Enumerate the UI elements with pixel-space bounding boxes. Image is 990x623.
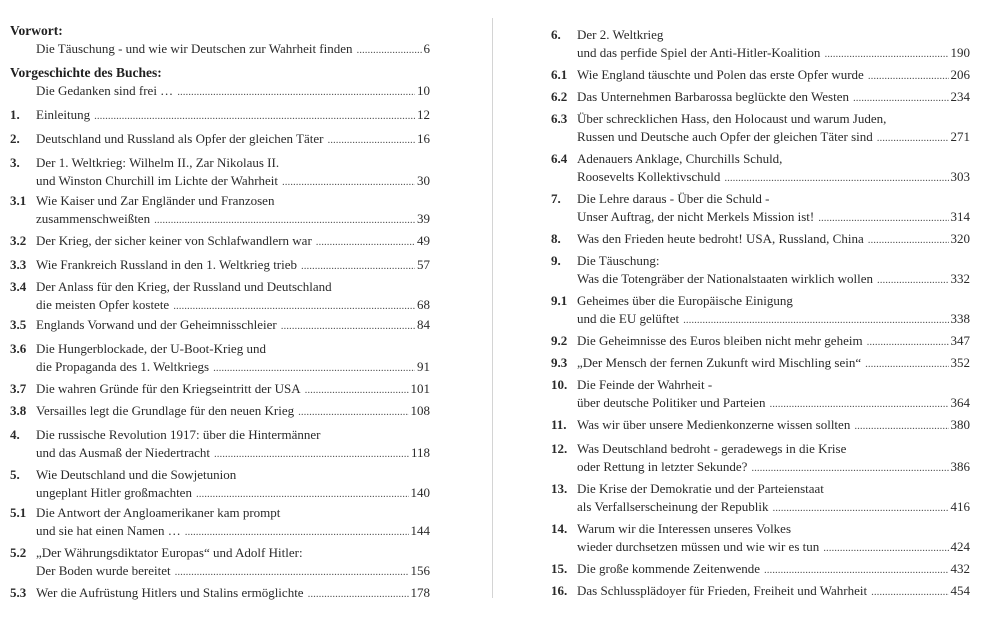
chapter-title-line: Die Lehre daraus - Über die Schuld -: [577, 191, 770, 206]
chapter-number: 3.6: [10, 341, 27, 356]
chapter-title-line: und Winston Churchill im Lichte der Wahrheit: [36, 173, 279, 188]
chapter-title-line: Roosevelts Kollektivschuld: [577, 169, 721, 184]
chapter-number: 9.: [551, 253, 561, 268]
page-number: 206: [950, 67, 970, 82]
section-subtitle: Die Täuschung - und wie wir Deutschen zur Wahrheit finden: [36, 41, 353, 56]
chapter-title-line: „Der Mensch der fernen Zukunft wird Mischling sein“: [577, 355, 862, 370]
page-number: 118: [410, 445, 430, 460]
page-number: 386: [950, 459, 970, 474]
chapter-number: 3.3: [10, 257, 27, 272]
dot-leader: [94, 107, 415, 125]
chapter-number: 9.3: [551, 355, 568, 370]
toc-entry: [10, 584, 430, 602]
page-number: 68: [417, 297, 430, 312]
section-subtitle: Die Gedanken sind frei …: [36, 83, 174, 98]
front-matter-section: [10, 64, 430, 100]
toc-entry: [10, 278, 430, 314]
dot-leader: [316, 233, 415, 251]
chapter-title-line: Die Geheimnisse des Euros bleiben nicht mehr geheim: [577, 333, 863, 348]
chapter-number: 3.7: [10, 381, 27, 396]
section-heading: Vorwort:: [10, 23, 63, 38]
page-number: 156: [410, 563, 430, 578]
chapter-number: 4.: [10, 427, 20, 442]
dot-leader: [854, 417, 948, 435]
page-number: 101: [410, 381, 430, 396]
toc-entry: [10, 340, 430, 376]
chapter-number: 3.2: [10, 233, 27, 248]
dot-leader: [213, 359, 415, 377]
page-number: 352: [950, 355, 970, 370]
dot-leader: [824, 45, 948, 63]
chapter-number: 3.: [10, 155, 20, 170]
chapter-title-line: Warum wir die Interessen unseres Volkes: [577, 521, 792, 536]
dot-leader: [868, 67, 949, 85]
toc-entry: [551, 480, 970, 516]
chapter-title-line: Die wahren Gründe für den Kriegseintritt der USA: [36, 381, 301, 396]
dot-leader: [764, 561, 948, 579]
chapter-number: 5.3: [10, 585, 27, 600]
page-number: 234: [950, 89, 970, 104]
dot-leader: [173, 297, 415, 315]
toc-entry: [551, 376, 970, 412]
page-number: 178: [410, 585, 430, 600]
page-number: 84: [417, 317, 430, 332]
page-number: 16: [417, 131, 430, 146]
chapter-number: 1.: [10, 107, 20, 122]
chapter-title-line: Die Feinde der Wahrheit -: [577, 377, 713, 392]
toc-entry: [551, 582, 970, 600]
toc-entry: [551, 190, 970, 226]
toc-entry: [10, 466, 430, 502]
dot-leader: [769, 395, 948, 413]
page-number: 432: [950, 561, 970, 576]
dot-leader: [357, 41, 422, 59]
page-number: 347: [950, 333, 970, 348]
chapter-number: 8.: [551, 231, 561, 246]
chapter-number: 12.: [551, 441, 568, 456]
chapter-title-line: die meisten Opfer kostete: [36, 297, 170, 312]
toc-entry: [551, 66, 970, 84]
dot-leader: [823, 539, 948, 557]
chapter-title-line: Wie Kaiser und Zar Engländer und Franzosen: [36, 193, 275, 208]
dot-leader: [751, 459, 948, 477]
chapter-number: 13.: [551, 481, 568, 496]
chapter-title-line: die Propaganda des 1. Weltkriegs: [36, 359, 210, 374]
page-number: 416: [950, 499, 970, 514]
dot-leader: [298, 403, 408, 421]
chapter-title-line: Der Krieg, der sicher keiner von Schlafwandlern war: [36, 233, 312, 248]
chapter-title-line: oder Rettung in letzter Sekunde?: [577, 459, 748, 474]
chapter-title-line: Geheimes über die Europäische Einigung: [577, 293, 793, 308]
dot-leader: [867, 333, 949, 351]
toc-entry: [10, 504, 430, 540]
dot-leader: [865, 355, 948, 373]
page-number: 49: [417, 233, 430, 248]
dot-leader: [196, 485, 409, 503]
chapter-number: 3.8: [10, 403, 27, 418]
front-matter-section: [10, 22, 430, 58]
chapter-title-line: und das perfide Spiel der Anti-Hitler-Koalition: [577, 45, 821, 60]
toc-entry: [551, 332, 970, 350]
dot-leader: [154, 211, 415, 229]
toc-entry: [551, 560, 970, 578]
page-number: 424: [950, 539, 970, 554]
chapter-title-line: Die Krise der Demokratie und der Parteienstaat: [577, 481, 824, 496]
chapter-title-line: Was wir über unsere Medienkonzerne wissen sollten: [577, 417, 851, 432]
chapter-title-line: und das Ausmaß der Niedertracht: [36, 445, 211, 460]
chapter-title-line: Der 1. Weltkrieg: Wilhelm II., Zar Nikolaus II.: [36, 155, 280, 170]
toc-entry: [10, 192, 430, 228]
toc-entry: [10, 402, 430, 420]
chapter-number: 3.1: [10, 193, 27, 208]
chapter-title-line: Die russische Revolution 1917: über die Hintermänner: [36, 427, 321, 442]
chapter-title-line: Die Hungerblockade, der U-Boot-Krieg und: [36, 341, 266, 356]
dot-leader: [853, 89, 949, 107]
chapter-number: 2.: [10, 131, 20, 146]
toc-entry: [10, 130, 430, 148]
chapter-title-line: ungeplant Hitler großmachten: [36, 485, 192, 500]
page-number: 380: [950, 417, 970, 432]
chapter-number: 9.2: [551, 333, 568, 348]
toc-entry: [10, 256, 430, 274]
chapter-title-line: wieder durchsetzen müssen und wie wir es tun: [577, 539, 820, 554]
toc-entry: [10, 106, 430, 124]
chapter-title-line: Was den Frieden heute bedroht! USA, Russland, China: [577, 231, 864, 246]
page-number: 364: [950, 395, 970, 410]
toc-entry: [551, 520, 970, 556]
chapter-title-line: Das Schlussplädoyer für Frieden, Freiheit und Wahrheit: [577, 583, 868, 598]
dot-leader: [282, 173, 415, 191]
chapter-title-line: Die Antwort der Angloamerikaner kam prompt: [36, 505, 281, 520]
chapter-number: 5.1: [10, 505, 27, 520]
chapter-number: 15.: [551, 561, 568, 576]
toc-entry: [551, 292, 970, 328]
toc-entry: [10, 426, 430, 462]
page-number: 320: [950, 231, 970, 246]
dot-leader: [868, 231, 949, 249]
dot-leader: [175, 563, 409, 581]
chapter-title-line: Wie Deutschland und die Sowjetunion: [36, 467, 237, 482]
dot-leader: [308, 585, 409, 603]
page-number: 454: [950, 583, 970, 598]
chapter-number: 10.: [551, 377, 568, 392]
chapter-title-line: Das Unternehmen Barbarossa beglückte den Westen: [577, 89, 849, 104]
page-number: 332: [950, 271, 970, 286]
chapter-number: 6.1: [551, 67, 568, 82]
chapter-number: 3.4: [10, 279, 27, 294]
toc-entry: [10, 316, 430, 334]
chapter-number: 16.: [551, 583, 568, 598]
chapter-title-line: Wie England täuschte und Polen das erste Opfer wurde: [577, 67, 864, 82]
column-divider: [492, 18, 493, 598]
chapter-title-line: Die Täuschung:: [577, 253, 660, 268]
dot-leader: [177, 83, 415, 101]
page-number: 314: [950, 209, 970, 224]
chapter-number: 6.: [551, 27, 561, 42]
chapter-number: 6.2: [551, 89, 568, 104]
page-number: 271: [950, 129, 970, 144]
page-number: 140: [410, 485, 430, 500]
dot-leader: [818, 209, 948, 227]
dot-leader: [214, 445, 409, 463]
dot-leader: [327, 131, 415, 149]
chapter-title-line: Wer die Aufrüstung Hitlers und Stalins ermöglichte: [36, 585, 304, 600]
chapter-title-line: Was die Totengräber der Nationalstaaten wirklich wollen: [577, 271, 873, 286]
page-number: 338: [950, 311, 970, 326]
chapter-title-line: als Verfallserscheinung der Republik: [577, 499, 769, 514]
page-number: 6: [423, 41, 430, 56]
chapter-title-line: zusammenschweißten: [36, 211, 151, 226]
page-number: 10: [417, 83, 430, 98]
chapter-title-line: Über schrecklichen Hass, den Holocaust und warum Juden,: [577, 111, 887, 126]
chapter-title-line: über deutsche Politiker und Parteien: [577, 395, 766, 410]
page-number: 12: [417, 107, 430, 122]
dot-leader: [683, 311, 948, 329]
toc-entry: [551, 230, 970, 248]
dot-leader: [724, 169, 948, 187]
chapter-number: 5.2: [10, 545, 27, 560]
chapter-number: 11.: [551, 417, 567, 432]
toc-entry: [10, 380, 430, 398]
chapter-title-line: Der Boden wurde bereitet: [36, 563, 171, 578]
chapter-title-line: Adenauers Anklage, Churchills Schuld,: [577, 151, 783, 166]
page-number: 30: [417, 173, 430, 188]
chapter-title-line: „Der Währungsdiktator Europas“ und Adolf Hitler:: [36, 545, 303, 560]
chapter-number: 7.: [551, 191, 561, 206]
chapter-number: 5.: [10, 467, 20, 482]
section-heading: Vorgeschichte des Buches:: [10, 65, 162, 80]
toc-entry: [10, 544, 430, 580]
toc-entry: [551, 354, 970, 372]
chapter-title-line: Einleitung: [36, 107, 91, 122]
chapter-title-line: Versailles legt die Grundlage für den neuen Krieg: [36, 403, 295, 418]
chapter-title-line: Russen und Deutsche auch Opfer der gleichen Täter sind: [577, 129, 873, 144]
chapter-title-line: Deutschland und Russland als Opfer der gleichen Täter: [36, 131, 324, 146]
chapter-title-line: und die EU gelüftet: [577, 311, 680, 326]
page-number: 57: [417, 257, 430, 272]
chapter-title-line: Der 2. Weltkrieg: [577, 27, 664, 42]
dot-leader: [301, 257, 415, 275]
toc-entry: [551, 88, 970, 106]
toc-entry: [551, 416, 970, 434]
dot-leader: [877, 271, 949, 289]
chapter-title-line: und sie hat einen Namen …: [36, 523, 181, 538]
chapter-title-line: Die große kommende Zeitenwende: [577, 561, 761, 576]
toc-entry: [551, 26, 970, 62]
dot-leader: [185, 523, 409, 541]
chapter-number: 14.: [551, 521, 568, 536]
dot-leader: [772, 499, 948, 517]
page-number: 190: [950, 45, 970, 60]
chapter-title-line: Unser Auftrag, der nicht Merkels Mission ist!: [577, 209, 815, 224]
toc-entry: [10, 232, 430, 250]
dot-leader: [877, 129, 949, 147]
dot-leader: [281, 317, 415, 335]
page-number: 144: [410, 523, 430, 538]
toc-entry: [551, 110, 970, 146]
dot-leader: [305, 381, 409, 399]
toc-entry: [551, 252, 970, 288]
page-number: 303: [950, 169, 970, 184]
chapter-title-line: Was Deutschland bedroht - geradewegs in die Krise: [577, 441, 847, 456]
chapter-number: 3.5: [10, 317, 27, 332]
chapter-number: 6.4: [551, 151, 568, 166]
page-number: 91: [417, 359, 430, 374]
chapter-title-line: Der Anlass für den Krieg, der Russland und Deutschland: [36, 279, 332, 294]
toc-entry: [551, 440, 970, 476]
page-number: 108: [410, 403, 430, 418]
chapter-number: 6.3: [551, 111, 568, 126]
toc-entry: [10, 154, 430, 190]
toc-entry: [551, 150, 970, 186]
chapter-title-line: Englands Vorwand und der Geheimnisschleier: [36, 317, 277, 332]
chapter-title-line: Wie Frankreich Russland in den 1. Weltkrieg trieb: [36, 257, 298, 272]
dot-leader: [871, 583, 948, 601]
page-number: 39: [417, 211, 430, 226]
chapter-number: 9.1: [551, 293, 568, 308]
